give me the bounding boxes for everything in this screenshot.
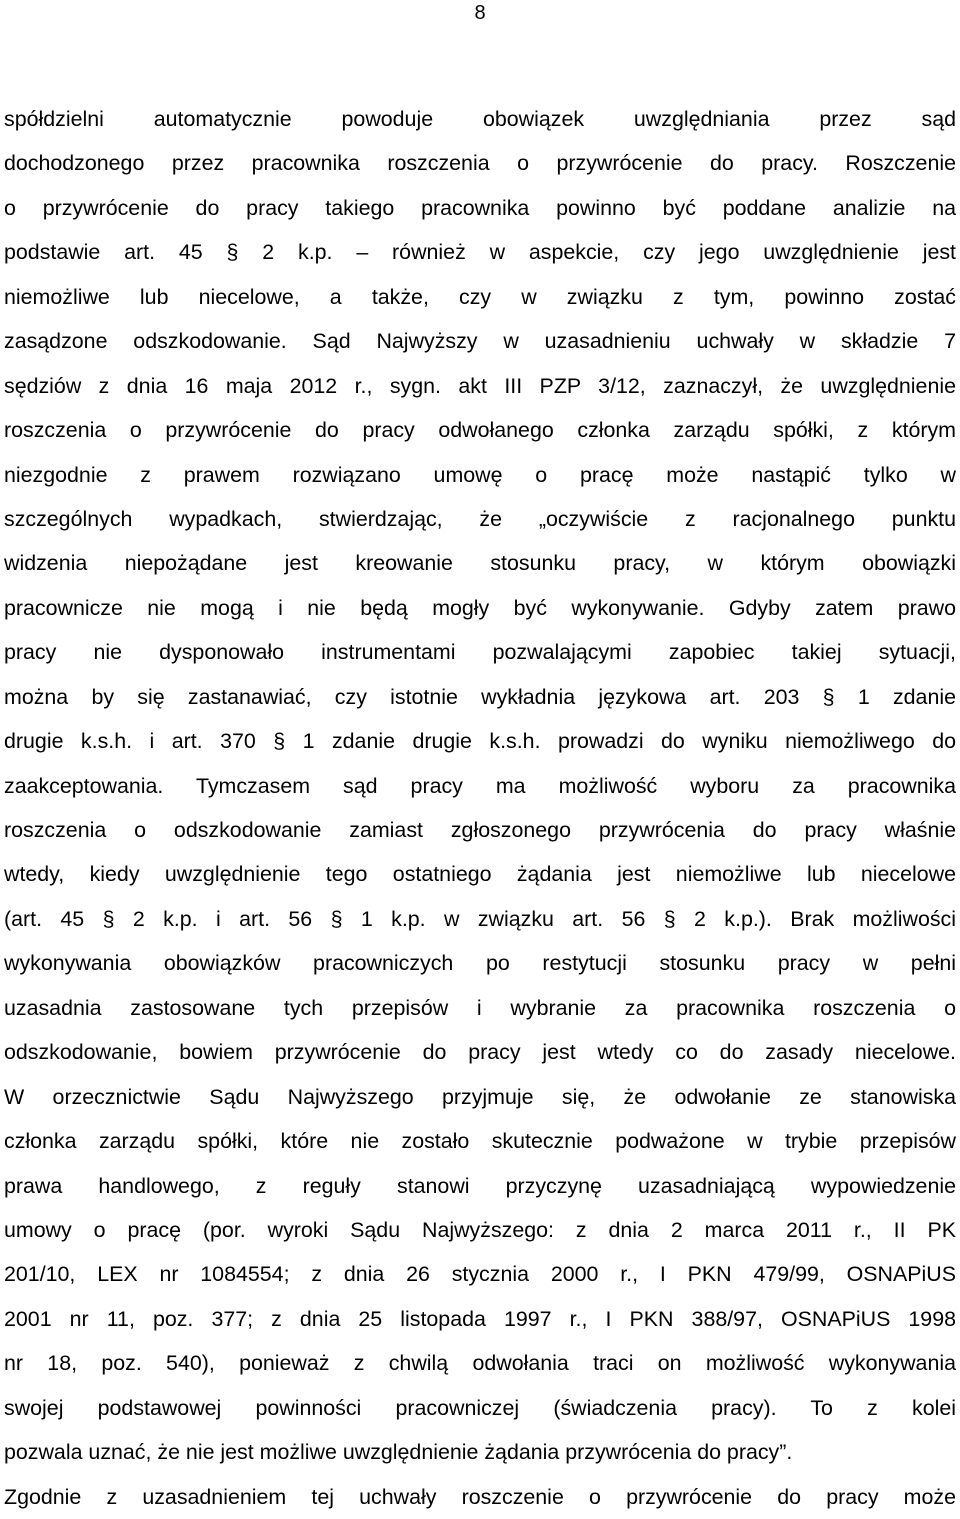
text-line: roszczenia o przywrócenie do pracy odwołanego członka zarządu spółki, z którym <box>4 418 956 443</box>
text-line: pracy nie dysponowało instrumentami pozwalającymi zapobiec takiej sytuacji, <box>4 640 956 665</box>
text-line: prawa handlowego, z reguły stanowi przyczynę uzasadniającą wypowiedzenie <box>4 1173 956 1198</box>
text-line: pozwala uznać, że nie jest możliwe uwzględnienie żądania przywrócenia do pracy”. <box>4 1440 793 1465</box>
text-line: nr 18, poz. 540), ponieważ z chwilą odwołania traci on możliwość wykonywania <box>4 1351 956 1376</box>
text-line: dochodzonego przez pracownika roszczenia o przywrócenie do pracy. Roszczenie <box>4 151 956 176</box>
text-line: zaakceptowania. Tymczasem sąd pracy ma możliwość wyboru za pracownika <box>4 773 956 798</box>
text-line: pracownicze nie mogą i nie będą mogły być wykonywanie. Gdyby zatem prawo <box>4 595 956 620</box>
text-line: niemożliwe lub niecelowe, a także, czy w związku z tym, powinno zostać <box>4 284 956 309</box>
text-line: widzenia niepożądane jest kreowanie stosunku pracy, w którym obowiązki <box>4 551 956 576</box>
text-line: podstawie art. 45 § 2 k.p. – również w aspekcie, czy jego uwzględnienie jest <box>4 240 956 265</box>
text-line: wykonywania obowiązków pracowniczych po restytucji stosunku pracy w pełni <box>4 951 956 976</box>
text-line: Zgodnie z uzasadnieniem tej uchwały roszczenie o przywrócenie do pracy może <box>4 1484 956 1509</box>
page-number: 8 <box>474 2 486 24</box>
text-line: zasądzone odszkodowanie. Sąd Najwyższy w uzasadnieniu uchwały w składzie 7 <box>4 329 956 354</box>
text-line: można by się zastanawiać, czy istotnie wykładnia językowa art. 203 § 1 zdanie <box>4 684 956 709</box>
text-line: uzasadnia zastosowane tych przepisów i wybranie za pracownika roszczenia o <box>4 995 956 1020</box>
text-line: swojej podstawowej powinności pracowniczej (świadczenia pracy). To z kolei <box>4 1395 956 1420</box>
text-line: 201/10, LEX nr 1084554; z dnia 26 stycznia 2000 r., I PKN 479/99, OSNAPiUS <box>4 1262 956 1287</box>
text-line: (art. 45 § 2 k.p. i art. 56 § 1 k.p. w związku art. 56 § 2 k.p.). Brak możliwości <box>4 906 956 931</box>
text-line: W orzecznictwie Sądu Najwyższego przyjmuje się, że odwołanie ze stanowiska <box>4 1084 956 1109</box>
document-body <box>4 97 956 1519</box>
text-line: szczególnych wypadkach, stwierdzając, że „oczywiście z racjonalnego punktu <box>4 506 956 531</box>
text-line: o przywrócenie do pracy takiego pracownika powinno być poddane analizie na <box>4 195 956 220</box>
text-line: odszkodowanie, bowiem przywrócenie do pracy jest wtedy co do zasady niecelowe. <box>4 1040 956 1065</box>
text-line: członka zarządu spółki, które nie zostało skutecznie podważone w trybie przepisów <box>4 1129 956 1154</box>
text-line: 2001 nr 11, poz. 377; z dnia 25 listopada 1997 r., I PKN 388/97, OSNAPiUS 1998 <box>4 1306 956 1331</box>
text-line: wtedy, kiedy uwzględnienie tego ostatniego żądania jest niemożliwe lub niecelowe <box>4 862 956 887</box>
text-line: drugie k.s.h. i art. 370 § 1 zdanie drugie k.s.h. prowadzi do wyniku niemożliwego do <box>4 729 956 754</box>
text-line: niezgodnie z prawem rozwiązano umowę o pracę może nastąpić tylko w <box>4 462 956 487</box>
text-line: roszczenia o odszkodowanie zamiast zgłoszonego przywrócenia do pracy właśnie <box>4 818 956 842</box>
text-line: sędziów z dnia 16 maja 2012 r., sygn. akt III PZP 3/12, zaznaczył, że uwzględnienie <box>4 373 956 398</box>
text-line: spółdzielni automatycznie powoduje obowiązek uwzględniania przez sąd <box>4 107 956 131</box>
text-line: umowy o pracę (por. wyroki Sądu Najwyższego: z dnia 2 marca 2011 r., II PK <box>4 1217 956 1242</box>
